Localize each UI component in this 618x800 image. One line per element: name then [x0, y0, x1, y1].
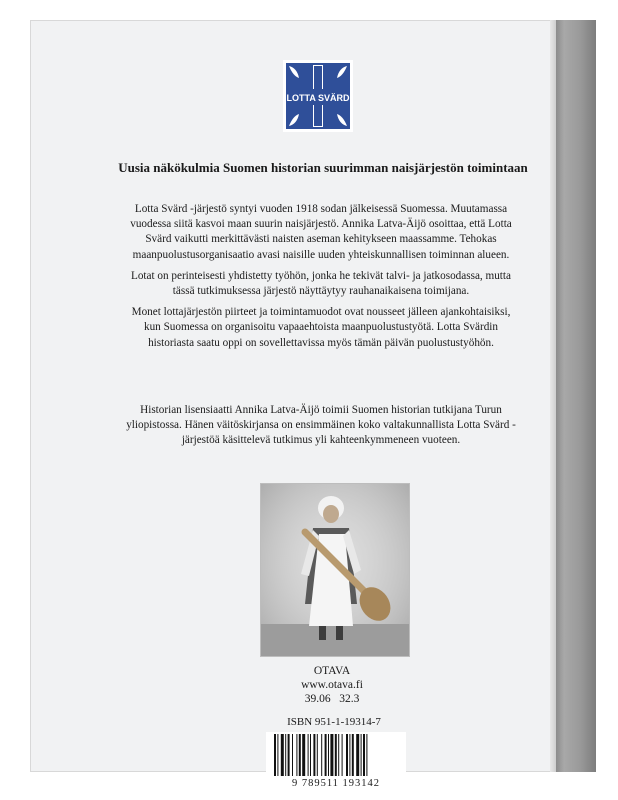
lotta-svard-logo [283, 60, 353, 132]
author-bio-text: Historian lisensiaatti Annika Latva-Äijö toimii Suomen historian tutkijana Turun yliopistossa. Hänen väitöskirjansa on ensimmäinen koko valtakunnallista Lotta Svärd -järjestöä käsittelevä tutkimus yli kahteenkymmeneen vuoteen. [126, 404, 516, 447]
logo-text: LOTTA SVÄRD [286, 93, 350, 103]
cover-panel [30, 20, 556, 789]
book-spine [556, 20, 596, 772]
back-cover-title: Uusia näkökulmia Suomen historian suurimman naisjärjestön toimintaan [118, 160, 528, 175]
logo-graphic [283, 60, 353, 132]
publisher-name: OTAVA [313, 665, 351, 677]
blurb-paragraph-1: Lotta Svärd -järjestö syntyi vuoden 1918 sodan jälkeisessä Suomessa. Muutamassa vuodessa siitä kasvoi maan suurin naisjärjestö. Annika Latva-Äijö osoittaa, että Lotta Svärd vaikutti merkittävästi naisten aseman kehitykseen maassamme. Tehokas maanpuolustusorganisaatio avasi naisille uuden yhteiskunnallisen toiminnan alueen. [130, 203, 512, 261]
publisher-website: www.otava.fi [301, 679, 363, 691]
book-back-cover [30, 20, 596, 789]
blurb-paragraph-3: Monet lottajärjestön piirteet ja toimintamuodot ovat nousseet jälleen ajankohtaisiksi, kun Suomessa on organisoitu vapaaehtoista maanpuolustustyötä. Lotta Svärdin historiasta saatu oppi on sovellettavissa myös tämän päivän puolustustyöhön. [131, 306, 511, 349]
publisher-info [262, 664, 402, 706]
barcode-bars [266, 732, 406, 778]
photo-illustration [261, 484, 409, 656]
barcode [266, 732, 406, 778]
blurb [126, 202, 516, 357]
barcode-number: 9 789511 193142 [291, 778, 381, 789]
archival-photo [260, 483, 410, 657]
blurb-paragraph-2: Lotat on perinteisesti yhdistetty työhön, jonka he tekivät talvi- ja jatkosodassa, mutta tässä tutkimuksessa järjestö näyttäytyy rauhanaikaisena toimijana. [131, 269, 511, 298]
isbn-label: ISBN 951-1-19314-7 [287, 716, 381, 728]
publisher-codes: 39.06 32.3 [304, 693, 360, 705]
author-bio [126, 403, 516, 449]
